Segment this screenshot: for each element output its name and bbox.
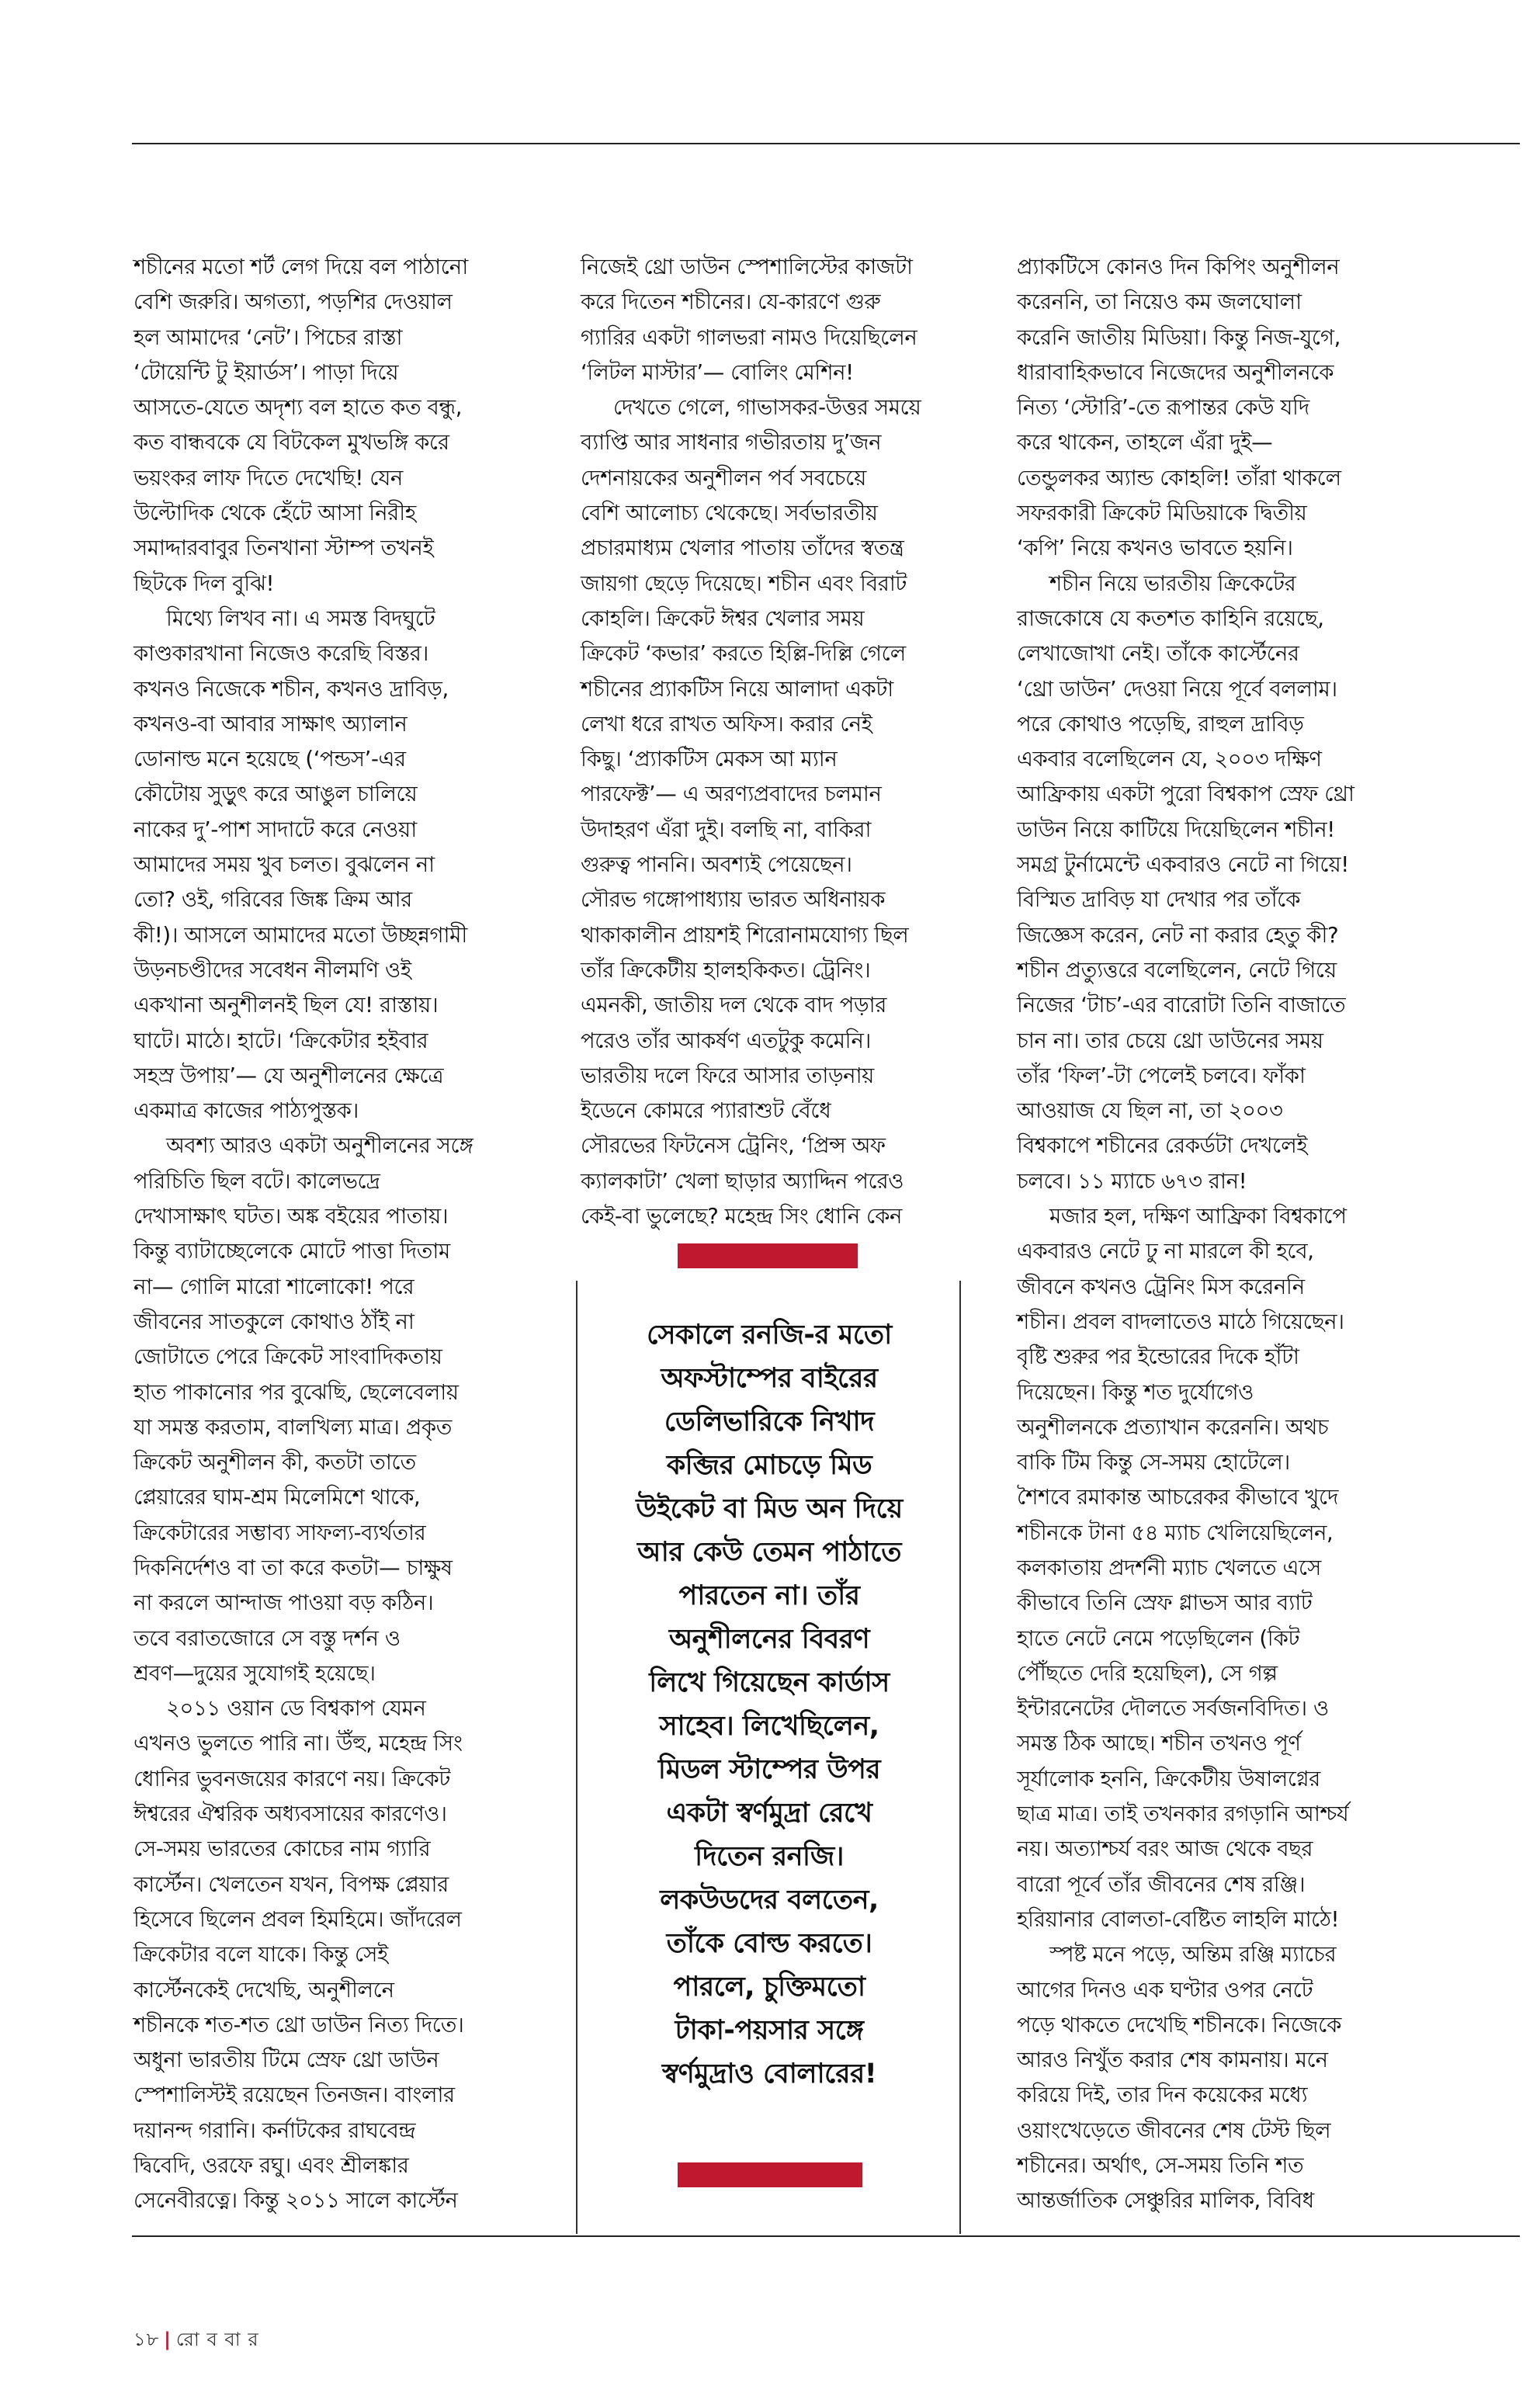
publication-name: রো ব বা র xyxy=(175,2329,259,2350)
footer-separator: | xyxy=(164,2329,172,2350)
paragraph: শচীন নিয়ে ভারতীয় ক্রিকেটের রাজকোষে যে কতশত কাহিনি রয়েছে, লেখাজোখা নেই। তাঁকে কার্স্টেনের ‘থ্রো ডাউন’ দেওয়া নিয়ে পূর্বে বললাম। পরে কোথাও পড়েছি, রাহুল দ্রাবিড় একবার বলেছিলেন যে, ২০০৩ দক্ষিণ আফ্রিকায় একটা পুরো বিশ্বকাপ স্রেফ থ্রো ডাউন নিয়ে কাটিয়ে দিয়েছিলেন শচীন! সমগ্র টুর্নামেন্টে একবারও নেটে না গিয়ে! বিস্মিত দ্রাবিড় যা দেখার পর তাঁকে জিজ্ঞেস করেন, নেট না করার হেতু কী? শচীন প্রত্যুত্তরে বলেছিলেন, নেটে গিয়ে নিজের ‘টাচ’-এর বারোটা তিনি বাজাতে চান না। তার চেয়ে থ্রো ডাউনের সময় তাঁর ‘ফিল’-টা পেলেই চলবে। ফাঁকা আওয়াজ যে ছিল না, তা ২০০৩ বিশ্বকাপে শচীনের রেকর্ডটা দেখলেই চলবে। ১১ ম্যাচে ৬৭৩ রান! xyxy=(1017,571,1354,1194)
paragraph: ২০১১ ওয়ান ডে বিশ্বকাপ যেমন এখনও ভুলতে পারি না। উঁহু, মহেন্দ্র সিং ধোনির ভুবনজয়ের কারণে নয়। ক্রিকেট ঈশ্বরের ঐশ্বরিক অধ্যবসায়ের কারণেও। সে-সময় ভারতের কোচের নাম গ্যারি কার্স্টেন। খেলতেন যখন, বিপক্ষ প্লেয়ার হিসেবে ছিলেন প্রবল হিমহিমে। জাঁদরেল ক্রিকেটার বলে যাকে। কিন্তু সেই কার্স্টেনকেই দেখেছি, অনুশীলনে শচীনকে শত-শত থ্রো ডাউন নিত্য দিতে। অধুনা ভারতীয় টিমে স্রেফ থ্রো ডাউন স্পেশালিস্টই রয়েছেন তিনজন। বাংলার দয়ানন্দ গরানি। কর্নাটকের রাঘবেন্দ্র দ্বিবেদি, ওরফে রঘু। এবং শ্রীলঙ্কার সেনেবীরত্নে। কিন্তু ২০১১ সালে কার্স্টেন xyxy=(134,1696,464,2214)
paragraph: স্পষ্ট মনে পড়ে, অন্তিম রঞ্জি ম্যাচের আগের দিনও এক ঘণ্টার ওপর নেটে পড়ে থাকতে দেখেছি শচীনকে। নিজেকে আরও নিখুঁত করার শেষ কামনায়। মনে করিয়ে দিই, তার দিন কয়েকের মধ্যে ওয়াংখেড়েতে জীবনের শেষ টেস্ট ছিল শচীনের। অর্থাৎ, সে-সময় তিনি শত আন্তর্জাতিক সেঞ্চুরির মালিক, বিবিধ xyxy=(1017,1942,1342,2214)
page-footer xyxy=(134,2325,259,2357)
paragraph: শচীনের মতো শর্ট লেগ দিয়ে বল পাঠানো বেশি জরুরি। অগত্যা, পড়শির দেওয়াল হল আমাদের ‘নেট’। পিচের রাস্তা ‘টোয়েন্টি টু ইয়ার্ডস’। পাড়া দিয়ে আসতে-যেতে অদৃশ্য বল হাতে কত বন্ধু, কত বান্ধবকে যে বিটকেল মুখভঙ্গি করে ভয়ংকর লাফ দিতে দেখেছি! যেন উল্টোদিক থেকে হেঁটে আসা নিরীহ সমাদ্দারবাবুর তিনখানা স্টাম্প তখনই ছিটকে দিল বুঝি! xyxy=(134,255,468,596)
paragraph: অবশ্য আরও একটা অনুশীলনের সঙ্গে পরিচিতি ছিল বটে। কালেভদ্রে দেখাসাক্ষাৎ ঘটত। অঙ্ক বইয়ের পাতায়। কিন্তু ব্যাটাচ্ছেলেকে মোটে পাত্তা দিতাম না— গোলি মারো শালোকো! পরে জীবনের সাতকুলে কোথাও ঠাঁই না জোটাতে পেরে ক্রিকেট সাংবাদিকতায় হাত পাকানোর পর বুঝেছি, ছেলেবেলায় যা সমস্ত করতাম, বালখিল্য মাত্র। প্রকৃত ক্রিকেট অনুশীলন কী, কতটা তাতে প্লেয়ারের ঘাম-শ্রম মিলেমিশে থাকে, ক্রিকেটারের সম্ভাব্য সাফল্য-ব্যর্থতার দিকনির্দেশও বা তা করে কতটা— চাক্ষুষ না করলে আন্দাজ পাওয়া বড় কঠিন। তবে বরাতজোরে সে বস্তু দর্শন ও শ্রবণ—দুয়ের সুযোগই হয়েছে। xyxy=(134,1133,473,1686)
top-rule xyxy=(132,143,1520,144)
article-column-1 xyxy=(134,250,553,2219)
pull-quote-top-bar xyxy=(678,1243,858,1268)
paragraph: মিথ্যে লিখব না। এ সমস্ত বিদঘুটে কাণ্ডকারখানা নিজেও করেছি বিস্তর। কখনও নিজেকে শচীন, কখনও দ্রাবিড়, কখনও-বা আবার সাক্ষাৎ অ্যালান ডোনাল্ড মনে হয়েছে (‘পন্ডস’-এর কৌটোয় সুড়ুৎ করে আঙুল চালিয়ে নাকের দু’-পাশ সাদাটে করে নেওয়া আমাদের সময় খুব চলত। বুঝলেন না তো? ওই, গরিবের জিঙ্ক ক্রিম আর কী!)। আসলে আমাদের মতো উচ্ছন্নগামী উড়নচণ্ডীদের সবেধন নীলমণি ওই একখানা অনুশীলনই ছিল যে! রাস্তায়। ঘাটে। মাঠে। হাটে। ‘ক্রিকেটার হইবার সহস্র উপায়’— যে অনুশীলনের ক্ষেত্রে একমাত্র কাজের পাঠ্যপুস্তক। xyxy=(134,605,467,1124)
pull-quote xyxy=(581,1313,958,2096)
bottom-rule xyxy=(132,2235,1520,2237)
paragraph: মজার হল, দক্ষিণ আফ্রিকা বিশ্বকাপে একবারও নেটে ঢু না মারলে কী হবে, জীবনে কখনও ট্রেনিং মিস করেননি শচীন। প্রবল বাদলাতেও মাঠে গিয়েছেন। বৃষ্টি শুরুর পর ইন্ডোরের দিকে হাঁটা দিয়েছেন। কিন্তু শত দুর্যোগেও অনুশীলনকে প্রত্যাখান করেননি। অথচ বাকি টিম কিন্তু সে-সময় হোটেলে। শৈশবে রমাকান্ত আচরেকর কীভাবে খুদে শচীনকে টানা ৫৪ ম্যাচ খেলিয়েছিলেন, কলকাতায় প্রদর্শনী ম্যাচ খেলতে এসে কীভাবে তিনি স্রেফ গ্লাভস আর ব্যাট হাতে নেটে নেমে পড়েছিলেন (কিট পৌঁছতে দেরি হয়েছিল), সে গল্প ইন্টারনেটের দৌলতে সর্বজনবিদিত। ও সমস্ত ঠিক আছে। শচীন তখনও পূর্ণ সূর্যালোক হননি, ক্রিকেটীয় উষালগ্নের ছাত্র মাত্র। তাই তখনকার রগড়ানি আশ্চর্য নয়। অত্যাশ্চর্য বরং আজ থেকে বছর বারো পূর্বে তাঁর জীবনের শেষ রঞ্জি। হরিয়ানার বোলতা-বেষ্টিত লাহলি মাঠে! xyxy=(1017,1204,1349,1932)
article-column-3 xyxy=(1017,250,1452,2219)
pull-quote-text: সেকালে রনজি-র মতো অফস্টাম্পের বাইরের ডেলিভারিকে নিখাদ কব্জির মোচড়ে মিড উইকেট বা মিড অন দিয়ে আর কেউ তেমন পাঠাতে পারতেন না। তাঁর অনুশীলনের বিবরণ লিখে গিয়েছেন কার্ডাস সাহেব। লিখেছিলেন, মিডল স্টাম্পের উপর একটা স্বর্ণমুদ্রা রেখে দিতেন রনজি। লকউডদের বলতেন, তাঁকে বোল্ড করতে। পারলে, চুক্তিমতো টাকা-পয়সার সঙ্গে স্বর্ণমুদ্রাও বোলারের! xyxy=(636,1320,903,2090)
pull-quote-bottom-bar xyxy=(678,2162,862,2187)
paragraph: নিজেই থ্রো ডাউন স্পেশালিস্টের কাজটা করে দিতেন শচীনের। যে-কারণে গুরু গ্যারির একটা গালভরা নামও দিয়েছিলেন ‘লিটল মাস্টার’— বোলিং মেশিন! xyxy=(581,255,917,385)
paragraph: দেখতে গেলে, গাভাসকর-উত্তর সময়ে ব্যাপ্তি আর সাধনার গভীরতায় দু’জন দেশনায়কের অনুশীলন পর্ব সবচেয়ে বেশি আলোচ্য থেকেছে। সর্বভারতীয় প্রচারমাধ্যম খেলার পাতায় তাঁদের স্বতন্ত্র জায়গা ছেড়ে দিয়েছে। শচীন এবং বিরাট কোহলি। ক্রিকেট ঈশ্বর খেলার সময় ক্রিকেট ‘কভার’ করতে হিল্লি-দিল্লি গেলে শচীনের প্র্যাকটিস নিয়ে আলাদা একটা লেখা ধরে রাখত অফিস। করার নেই কিছু। ‘প্র্যাকটিস মেকস আ ম্যান পারফেক্ট’— এ অরণ্যপ্রবাদের চলমান উদাহরণ এঁরা দুই। বলছি না, বাকিরা গুরুত্ব পাননি। অবশ্যই পেয়েছেন। সৌরভ গঙ্গোপাধ্যায় ভারত অধিনায়ক থাকাকালীন প্রায়শই শিরোনামযোগ্য ছিল তাঁর ক্রিকেটীয় হালহকিকত। ট্রেনিং। এমনকী, জাতীয় দল থেকে বাদ পড়ার পরেও তাঁর আকর্ষণ এতটুকু কমেনি। ভারতীয় দলে ফিরে আসার তাড়নায় ইডেনে কোমরে প্যারাশুট বেঁধে সৌরভের ফিটনেস ট্রেনিং, ‘প্রিন্স অফ ক্যালকাটা’ খেলা ছাড়ার অ্যাদ্দিন পরেও কেই-বা ভুলেছে? মহেন্দ্র সিং ধোনি কেন xyxy=(581,395,921,1229)
column-divider-right xyxy=(959,1281,961,2234)
paragraph: প্র্যাকটিসে কোনও দিন কিপিং অনুশীলন করেননি, তা নিয়েও কম জলঘোলা করেনি জাতীয় মিডিয়া। কিন্তু নিজ-যুগে, ধারাবাহিকভাবে নিজেদের অনুশীলনকে নিত্য ‘স্টোরি’-তে রূপান্তর কেউ যদি করে থাকেন, তাহলে এঁরা দুই— তেন্ডুলকর অ্যান্ড কোহলি! তাঁরা থাকলে সফরকারী ক্রিকেট মিডিয়াকে দ্বিতীয় ‘কপি’ নিয়ে কখনও ভাবতে হয়নি। xyxy=(1017,255,1341,561)
article-column-2 xyxy=(581,250,1004,1234)
column-divider-left xyxy=(576,1281,578,2234)
page-number: ১৮ xyxy=(134,2329,160,2350)
